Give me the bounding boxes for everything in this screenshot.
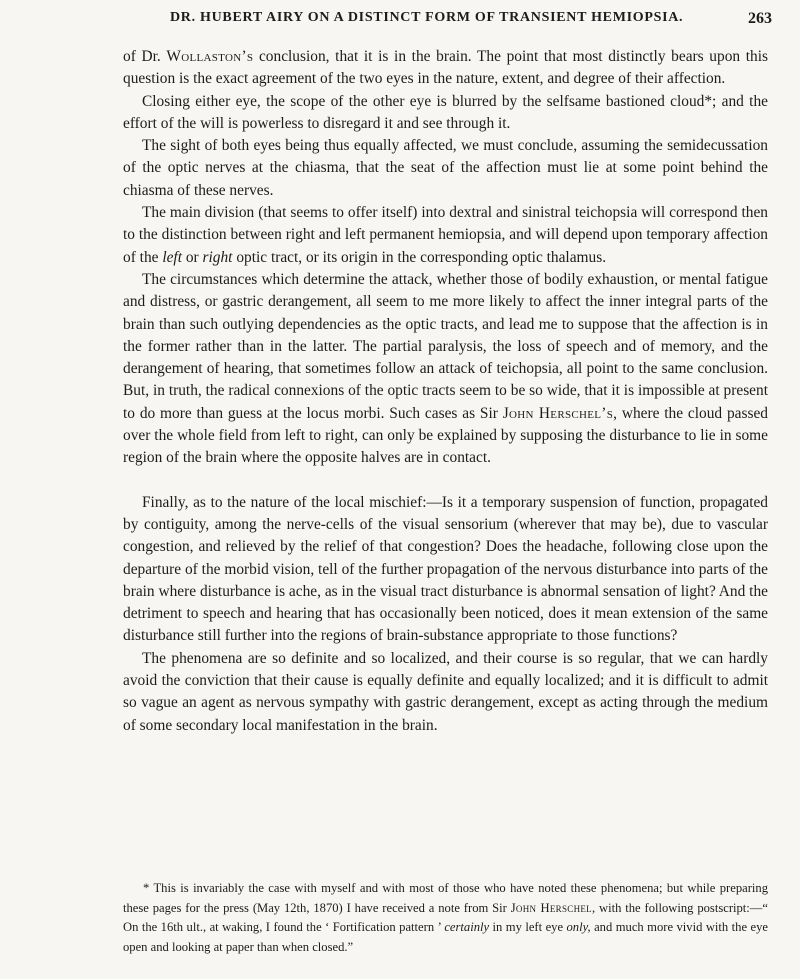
text-run: in my left eye	[489, 920, 567, 934]
italic-text: left	[162, 248, 182, 266]
paragraph	[123, 135, 768, 202]
text-run: Closing either eye, the scope of the other eye is blurred by the selfsame bastioned cloud*; and the effort of the will is powerless to disregard it and see through it.	[123, 92, 768, 132]
small-caps-name: John Herschel’s	[502, 404, 614, 422]
text-run: * This is invariably the case with myself and with most of those who have noted these phenomena; but while preparing these pages for the press (May 12th, 1870) I have received a note from Sir	[123, 881, 768, 915]
text-run: The circumstances which determine the attack, whether those of bodily exhaustion, or mental fatigue and distress, or gastric derangement, all seem to me more likely to affect the inner integral parts of the brain than such outlying dependencies as the optic tracts, and lead me to suppose that the affection is in the former rather than in the latter. The partial paralysis, the loss of speech and of memory, and the derangement of hearing, that sometimes follow an attack of teichopsia, all point to the same conclusion. But, in truth, the radical connexions of the optic tracts seem to be so wide, that it is impossible at present to do more than guess at the locus morbi. Such cases as Sir	[123, 270, 768, 422]
text-run: Finally, as to the nature of the local mischief:—Is it a temporary suspension of function, propagated by contiguity, among the nerve-cells of the visual sensorium (wherever that may be), due to vascular congestion, and relieved by the relief of that congestion? Does the headache, following close upon the departure of the morbid vision, tell of the further propagation of the nervous disturbance into parts of the brain where disturbance is ache, as in the visual tract disturbance is abnormal sensation of light? And the detriment to speech and hearing that has occasionally been noticed, does it mean extension of the same disturbance still further into the regions of brain-substance appropriate to those functions?	[123, 493, 768, 645]
italic-text: right	[202, 248, 233, 266]
text-run: of Dr.	[123, 48, 167, 65]
paragraph	[123, 648, 768, 737]
text-run: The main division (that seems to offer itself) into dextral and sinistral teichopsia will correspond then to the distinction between right and left permanent hemiopsia, and will depend upon temporary affection of the	[123, 204, 768, 266]
running-head-title: DR. HUBERT AIRY ON A DISTINCT FORM OF TRANSIENT HEMIOPSIA.	[170, 10, 684, 25]
page-number: 263	[748, 10, 772, 27]
paragraph	[123, 269, 768, 470]
text-run: , with the following postscript:—“ On the 16th ult., at waking, I found the ‘ Fortification pattern ’	[123, 900, 768, 934]
footnote	[123, 879, 768, 957]
text-run: The phenomena are so definite and so localized, and their course is so regular, that we can hardly avoid the conviction that their cause is equally definite and equally localized; and it is difficult to admit so vague an agent as nervous sympathy with gastric derangement, except as acting through the medium of some secondary local manifestation in the brain.	[123, 649, 768, 734]
text-run: or	[182, 248, 203, 266]
paragraph	[123, 492, 768, 648]
text-run: optic tract, or its origin in the corresponding optic thalamus.	[232, 248, 607, 266]
paragraph	[123, 91, 768, 136]
paragraph	[123, 202, 768, 269]
small-caps-name: John Herschel	[510, 900, 592, 915]
small-caps-name: Wollaston’s	[166, 48, 254, 65]
footnote-paragraph	[123, 879, 768, 957]
text-run: The sight of both eyes being thus equally affected, we must conclude, assuming the semidecussation of the optic nerves at the chiasma, that the seat of the affection must lie at some point behind the chiasma of these nerves.	[123, 137, 768, 199]
running-head	[170, 10, 772, 28]
text-run: and much more vivid with the eye open and looking at paper than when closed.”	[123, 920, 768, 954]
italic-text: only,	[566, 920, 591, 934]
text-run: , where the cloud passed over the whole field from left to right, can only be explained by supposing the disturbance to lie in some region of the brain where the opposite halves are in contact.	[123, 404, 768, 467]
body-text	[123, 46, 768, 737]
text-run: conclusion, that it is in the brain. The point that most distinctly bears upon this question is the exact agreement of the two eyes in the nature, extent, and degree of their affection.	[123, 48, 768, 88]
paragraph	[123, 46, 768, 91]
italic-text: certainly	[444, 920, 490, 934]
